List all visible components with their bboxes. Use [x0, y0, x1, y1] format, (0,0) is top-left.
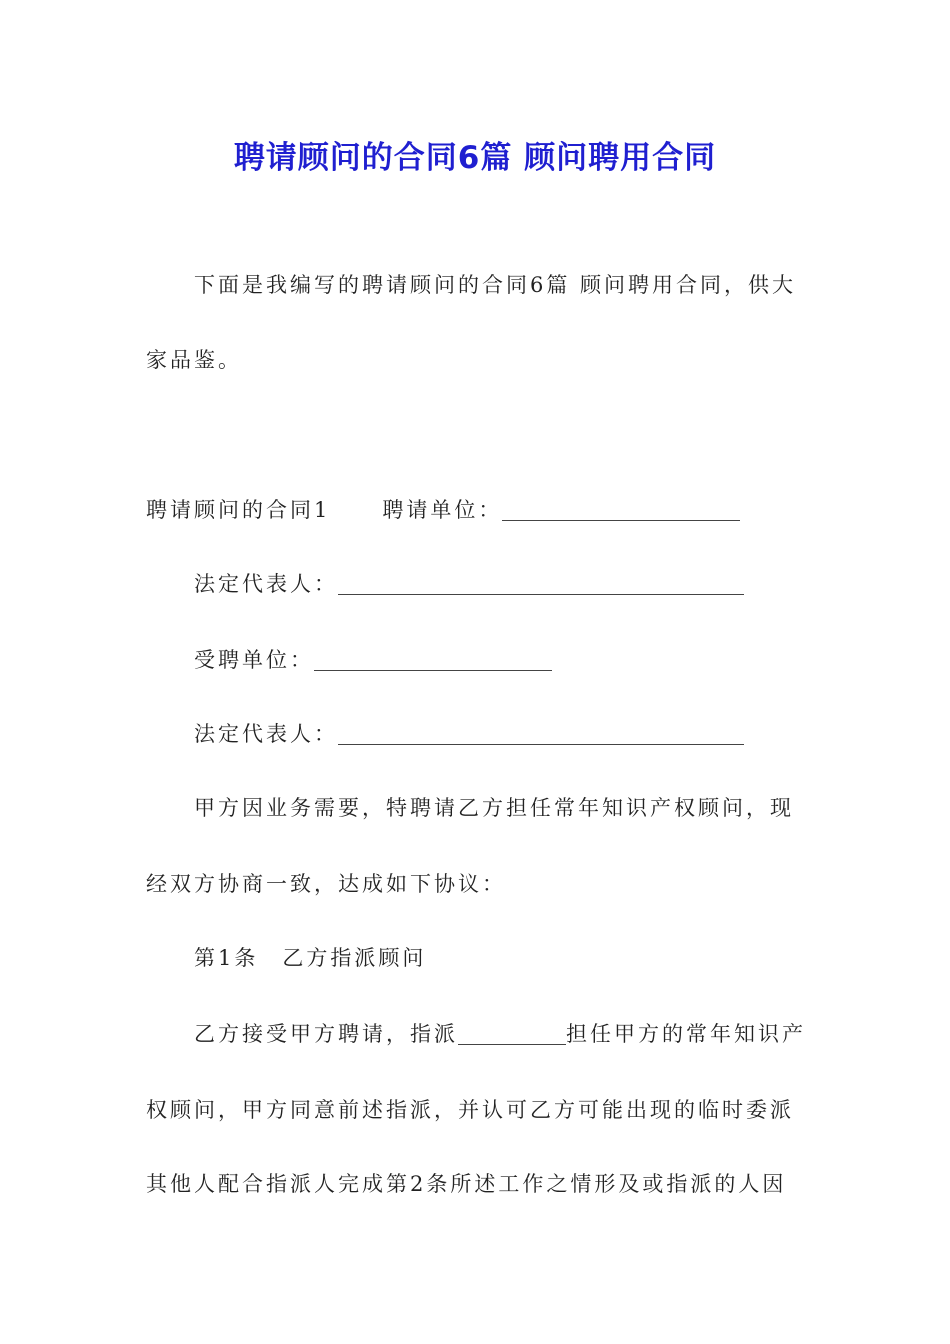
article-1-heading — [194, 944, 426, 972]
legal-rep-blank-1[interactable] — [338, 572, 744, 595]
legal-rep-row-1 — [194, 570, 744, 598]
para2-line-2: 权顾问，甲方同意前述指派，并认可乙方可能出现的临时委派 — [146, 1098, 794, 1122]
assignee-blank[interactable] — [458, 1022, 566, 1045]
para1-line-1: 甲方因业务需要，特聘请乙方担任常年知识产权顾问，现 — [194, 796, 794, 820]
legal-rep-blank-2[interactable] — [338, 722, 744, 745]
para2-line-1 — [194, 1020, 806, 1048]
para1-line-2: 经双方协商一致，达成如下协议： — [146, 872, 506, 896]
document-title: 聘请顾问的合同6篇 顾问聘用合同 — [233, 140, 717, 176]
employer-label: 聘请单位： — [382, 498, 503, 522]
intro-line-1: 下面是我编写的聘请顾问的合同6篇 顾问聘用合同，供大 — [194, 273, 797, 297]
para2-line-3: 其他人配合指派人完成第2条所述工作之情形及或指派的人因 — [146, 1172, 787, 1196]
article-1-title: 乙方指派顾问 — [282, 946, 427, 970]
contract-heading: 聘请顾问的合同1 — [146, 498, 331, 522]
employee-label: 受聘单位： — [194, 648, 314, 672]
intro-line-2: 家品鉴。 — [146, 348, 242, 372]
legal-rep-label-2: 法定代表人： — [194, 722, 338, 746]
employee-row — [194, 646, 552, 674]
legal-rep-label-1: 法定代表人： — [194, 572, 338, 596]
employer-row — [146, 496, 740, 524]
employer-blank[interactable] — [502, 498, 740, 521]
employee-blank[interactable] — [314, 648, 552, 671]
article-1-number: 第1条 — [194, 946, 259, 970]
para2-line-1-start: 乙方接受甲方聘请，指派 — [194, 1022, 458, 1046]
para2-line-1-end: 担任甲方的常年知识产 — [566, 1022, 806, 1046]
legal-rep-row-2 — [194, 720, 744, 748]
